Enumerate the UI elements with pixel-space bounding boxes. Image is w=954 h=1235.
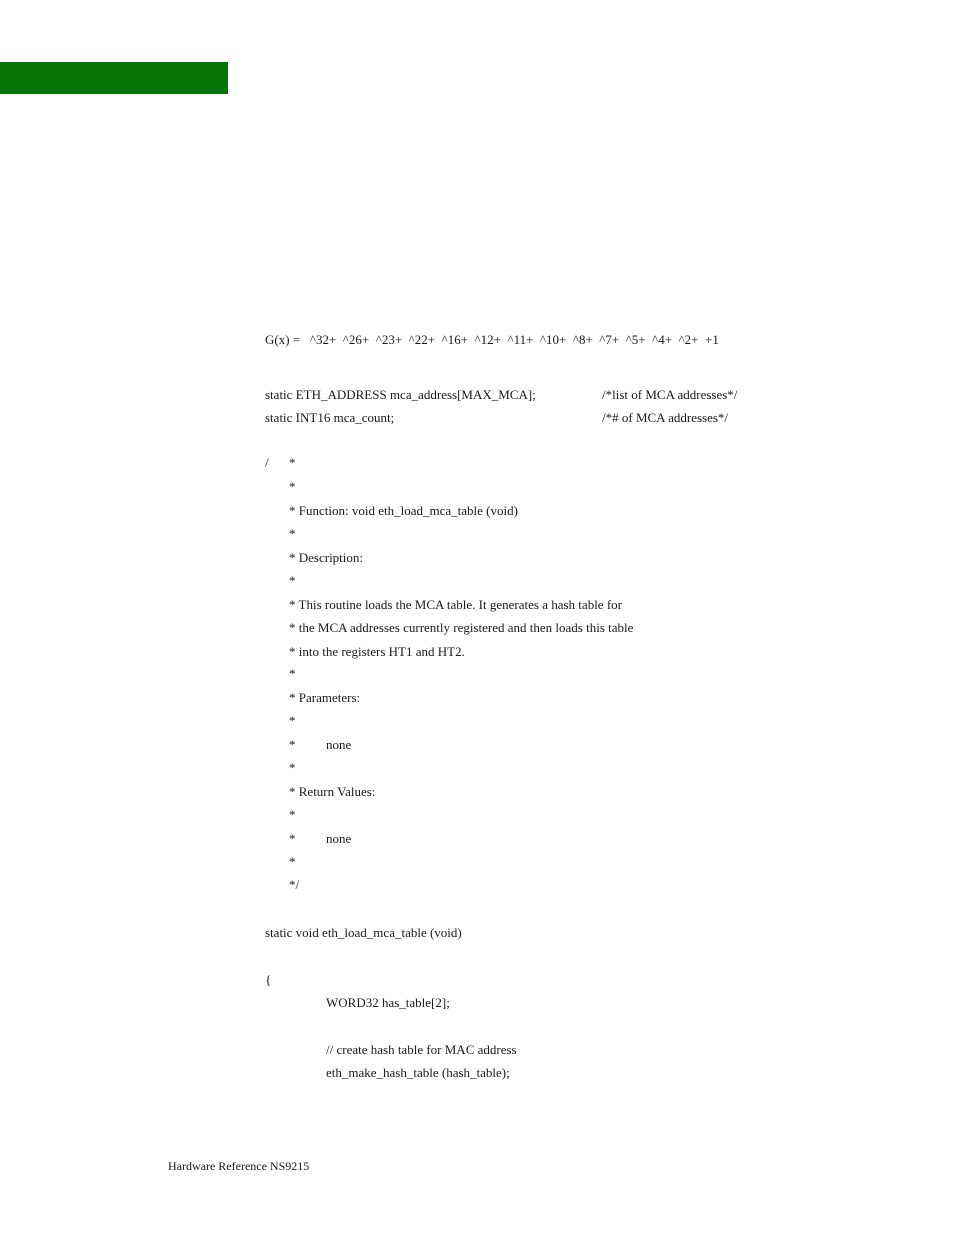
comment-star: * — [289, 550, 296, 565]
comment-line — [289, 526, 296, 542]
return-values-heading: Return Values: — [295, 784, 376, 799]
description-heading: Description: — [295, 550, 364, 565]
parameters-heading: Parameters: — [295, 690, 361, 705]
comment-line — [289, 550, 363, 566]
comment-star: * — [289, 807, 296, 822]
comment-line — [289, 597, 622, 613]
comment-line — [289, 644, 465, 660]
comment-line — [289, 713, 296, 729]
description-text: This routine loads the MCA table. It generates a hash table for — [295, 597, 622, 612]
comment-line — [289, 737, 296, 753]
comment-close — [289, 877, 299, 893]
comment-line — [289, 479, 296, 495]
comment-line — [289, 620, 633, 636]
comment-line — [289, 666, 296, 682]
comment-star: * — [289, 713, 296, 728]
comment-star: * — [289, 854, 296, 869]
comment-line — [289, 784, 375, 800]
comment-star: * — [289, 620, 296, 635]
parameters-value: none — [326, 737, 352, 752]
comment-star: * — [289, 784, 296, 799]
code-statement: eth_make_hash_table (hash_table); — [326, 1065, 510, 1080]
code-comment: // create hash table for MAC address — [326, 1042, 517, 1057]
comment-open-slash: / — [265, 455, 269, 470]
comment-star: * — [289, 644, 296, 659]
comment-line — [289, 807, 296, 823]
comment-star: * — [289, 479, 296, 494]
comment-line — [289, 760, 296, 776]
description-text: into the registers HT1 and HT2. — [295, 644, 465, 659]
comment-star: * — [289, 831, 296, 846]
comment-star: * — [289, 737, 296, 752]
comment-line — [289, 854, 296, 870]
comment-star: * — [289, 503, 296, 518]
footer-text: Hardware Reference NS9215 — [168, 1159, 310, 1173]
comment-star: * — [289, 597, 296, 612]
header-accent-bar — [0, 62, 228, 94]
comment-line — [289, 455, 296, 471]
comment-line — [289, 573, 296, 589]
comment-star: * — [289, 455, 296, 470]
open-brace: { — [265, 972, 272, 987]
description-text: the MCA addresses currently registered and then loads this table — [295, 620, 634, 635]
decl-mca-count: static INT16 mca_count; — [265, 410, 395, 425]
crc-polynomial: G(x) = ^32+ ^26+ ^23+ ^22+ ^16+ ^12+ ^11+ ^10+ ^8+ ^7+ ^5+ ^4+ ^2+ +1 — [265, 332, 719, 347]
return-values-value: none — [326, 831, 352, 846]
code-statement: WORD32 has_table[2]; — [326, 995, 450, 1010]
comment-star: * — [289, 526, 296, 541]
comment-line — [289, 690, 360, 706]
comment-star: * — [289, 666, 296, 681]
decl-mca-address-comment: /*list of MCA addresses*/ — [602, 387, 738, 402]
function-title: Function: void eth_load_mca_table (void) — [295, 503, 518, 518]
comment-star: * — [289, 760, 296, 775]
decl-mca-address: static ETH_ADDRESS mca_address[MAX_MCA]; — [265, 387, 536, 402]
function-signature: static void eth_load_mca_table (void) — [265, 925, 462, 940]
comment-star: * — [289, 573, 296, 588]
comment-star: * — [289, 690, 296, 705]
comment-star: */ — [289, 877, 300, 892]
decl-mca-count-comment: /*# of MCA addresses*/ — [602, 410, 729, 425]
comment-line — [289, 503, 518, 519]
comment-line — [289, 831, 296, 847]
